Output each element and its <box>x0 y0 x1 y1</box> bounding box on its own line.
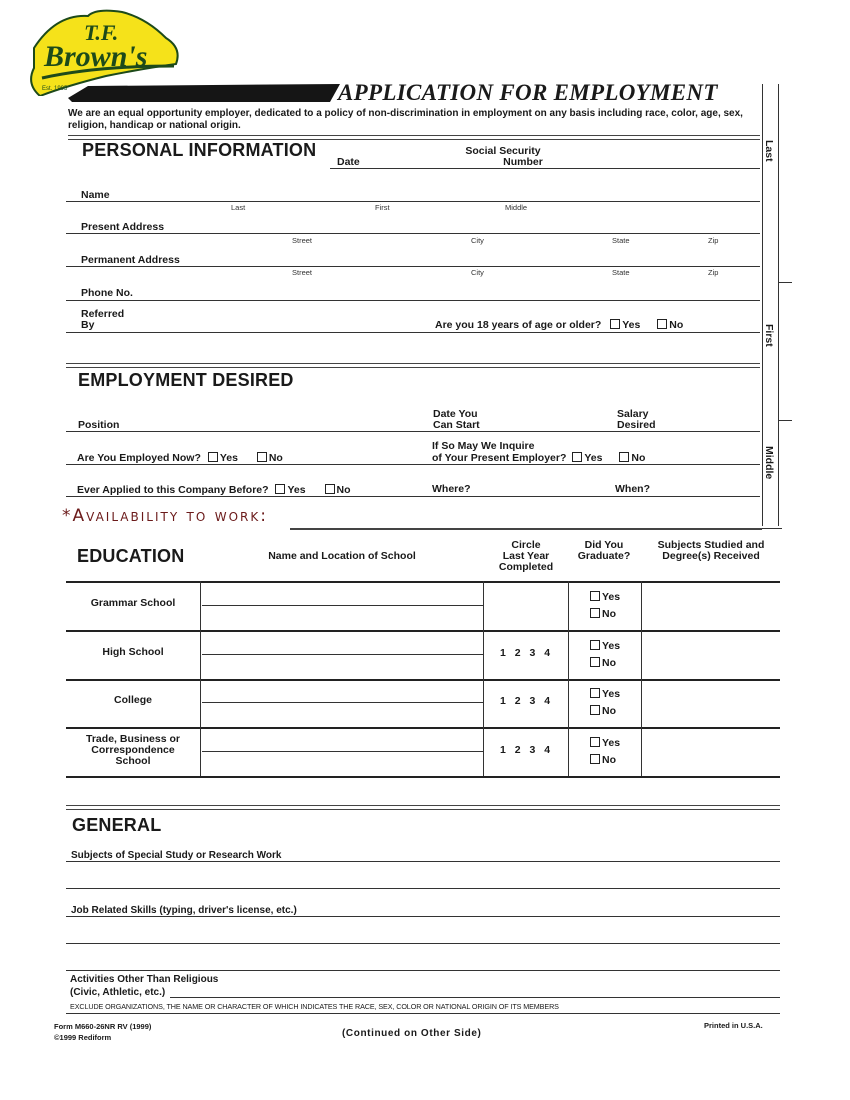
employment-divider <box>66 363 760 368</box>
permanent-sub-city: City <box>471 268 484 277</box>
name-sub-middle: Middle <box>505 203 528 212</box>
referred-by-field[interactable] <box>66 332 760 333</box>
present-sub-city: City <box>471 236 484 245</box>
yes-label: Yes <box>602 688 621 700</box>
trade-graduate <box>590 735 620 769</box>
employed-row-line <box>66 464 760 465</box>
side-tab-label-first: First <box>763 324 775 347</box>
skills-field[interactable] <box>66 916 780 917</box>
general-bottom-line <box>66 1013 780 1014</box>
permanent-sub-zip: Zip <box>708 268 719 277</box>
inquire-question-text: of Your Present Employer? <box>432 452 567 464</box>
col-graduate-header: Did You Graduate? <box>577 539 631 562</box>
grammar-yes-checkbox[interactable] <box>590 589 620 606</box>
checkbox-icon <box>590 705 600 715</box>
logo-tagline: Est. 1995 <box>42 86 68 92</box>
yes-label: Yes <box>602 640 621 652</box>
col-subjects-header: Subjects Studied and Degree(s) Received <box>657 539 765 562</box>
present-sub-street: Street <box>292 236 313 245</box>
present-address-field[interactable] <box>66 233 760 234</box>
no-label: No <box>602 657 616 669</box>
trade-yes-checkbox[interactable] <box>590 735 620 752</box>
employed-now-question <box>77 452 283 464</box>
general-divider <box>66 805 780 810</box>
general-heading: GENERAL <box>72 815 162 835</box>
no-label: No <box>631 452 646 464</box>
checkbox-icon <box>208 452 218 462</box>
yes-label: Yes <box>622 319 641 331</box>
name-label: Name <box>81 189 110 201</box>
applied-question-text: Ever Applied to this Company Before? <box>77 484 269 496</box>
continued-note: (Continued on Other Side) <box>342 1028 482 1039</box>
edu-col-divider <box>641 581 642 776</box>
date-label: Date <box>337 156 360 168</box>
title-bar-decoration <box>68 84 340 102</box>
no-label: No <box>602 754 616 766</box>
checkbox-icon <box>590 737 600 747</box>
special-study-field-2[interactable] <box>66 888 780 889</box>
yes-label: Yes <box>602 591 621 603</box>
skills-label: Job Related Skills (typing, driver's license, etc.) <box>71 905 297 916</box>
edu-row-trade-label: Trade, Business or Correspondence School <box>86 733 180 767</box>
edu-row-divider <box>66 679 780 681</box>
yes-label: Yes <box>584 452 603 464</box>
no-label: No <box>669 319 684 331</box>
employed-yes-checkbox[interactable] <box>208 452 238 464</box>
grammar-school-field[interactable] <box>202 605 483 606</box>
special-study-field[interactable] <box>66 861 780 862</box>
ssn-label: Social Security Number <box>465 145 543 168</box>
checkbox-icon <box>590 657 600 667</box>
company-logo <box>26 8 182 96</box>
edu-row-divider <box>66 630 780 632</box>
high-school-yes-checkbox[interactable] <box>590 638 620 655</box>
name-sub-last: Last <box>231 203 246 212</box>
logo-name: Brown's <box>44 40 148 73</box>
employment-heading: EMPLOYMENT DESIRED <box>78 370 294 390</box>
availability-field[interactable] <box>290 528 762 530</box>
checkbox-icon <box>610 319 620 329</box>
present-sub-zip: Zip <box>708 236 719 245</box>
grammar-no-checkbox[interactable] <box>590 606 620 623</box>
activities-field[interactable] <box>170 997 780 998</box>
permanent-sub-street: Street <box>292 268 313 277</box>
college-years[interactable]: 1 2 3 4 <box>500 695 551 707</box>
name-sub-first: First <box>375 203 390 212</box>
start-date-label: Date You Can Start <box>433 408 480 431</box>
applied-no-checkbox[interactable] <box>325 484 351 496</box>
personal-info-heading: PERSONAL INFORMATION <box>82 140 317 160</box>
college-no-checkbox[interactable] <box>590 703 620 720</box>
present-address-label: Present Address <box>81 221 165 233</box>
high-school-graduate <box>590 638 620 672</box>
side-tab-line-outer <box>778 84 779 526</box>
education-heading: EDUCATION <box>77 546 185 566</box>
form-info <box>54 1021 151 1043</box>
checkbox-icon <box>619 452 629 462</box>
handwritten-availability-note: *Availability to work: <box>62 506 268 526</box>
no-label: No <box>602 705 616 717</box>
when-label: When? <box>615 483 650 495</box>
referred-by-label: Referred By <box>81 308 125 331</box>
printed-in: Printed in U.S.A. <box>704 1021 763 1030</box>
where-label: Where? <box>432 483 471 495</box>
yes-label: Yes <box>219 452 238 464</box>
trade-no-checkbox[interactable] <box>590 752 620 769</box>
col-school-header: Name and Location of School <box>268 550 416 562</box>
age-no-checkbox[interactable] <box>657 319 683 331</box>
employed-question-text: Are You Employed Now? <box>77 452 201 464</box>
edu-row-college-label: College <box>114 694 152 706</box>
activities-label: Activities Other Than Religious (Civic, Athletic, etc.) <box>70 974 219 998</box>
page-title: APPLICATION FOR EMPLOYMENT <box>338 80 718 105</box>
present-sub-state: State <box>612 236 630 245</box>
no-label: No <box>602 608 616 620</box>
age-yes-checkbox[interactable] <box>610 319 640 331</box>
edu-table-top <box>66 581 780 583</box>
inquire-question: If So May We Inquire of Your Present Employer? Yes No <box>432 440 646 464</box>
no-label: No <box>336 484 351 496</box>
special-study-label: Subjects of Special Study or Research Work <box>71 850 282 861</box>
edu-table-bottom <box>66 776 780 778</box>
position-label: Position <box>78 419 120 431</box>
side-tab-label-last: Last <box>763 140 775 162</box>
applied-yes-checkbox[interactable] <box>275 484 305 496</box>
applied-row-line <box>66 496 760 497</box>
position-field[interactable] <box>66 431 760 432</box>
trade-school-field[interactable] <box>202 751 483 752</box>
inquire-yes-checkbox[interactable] <box>572 452 602 464</box>
high-school-no-checkbox[interactable] <box>590 655 620 672</box>
checkbox-icon <box>590 688 600 698</box>
permanent-address-field[interactable] <box>66 266 760 267</box>
edu-row-high-school-label: High School <box>102 646 164 658</box>
grammar-graduate <box>590 589 620 623</box>
age-question-text: Are you 18 years of age or older? <box>435 319 602 331</box>
checkbox-icon <box>590 608 600 618</box>
checkbox-icon <box>572 452 582 462</box>
logo-initials: T.F. <box>84 20 119 45</box>
skills-field-2[interactable] <box>66 943 780 944</box>
col-year-header: Circle Last Year Completed <box>498 539 554 573</box>
phone-field[interactable] <box>66 300 760 301</box>
checkbox-icon <box>590 591 600 601</box>
side-tab-label-middle: Middle <box>763 446 775 480</box>
high-school-field[interactable] <box>202 654 483 655</box>
phone-label: Phone No. <box>81 287 133 299</box>
trade-years[interactable]: 1 2 3 4 <box>500 744 551 756</box>
side-tab-tick <box>778 420 792 421</box>
side-tab-tick <box>778 282 792 283</box>
college-graduate <box>590 686 620 720</box>
side-tab-bottom <box>760 528 782 529</box>
checkbox-icon <box>657 319 667 329</box>
inquire-no-checkbox[interactable] <box>619 452 645 464</box>
employed-no-checkbox[interactable] <box>257 452 283 464</box>
edu-row-grammar-label: Grammar School <box>90 597 176 609</box>
checkbox-icon <box>257 452 267 462</box>
skills-field-3[interactable] <box>66 970 780 971</box>
checkbox-icon <box>325 484 335 494</box>
eeo-statement: We are an equal opportunity employer, dedicated to a policy of non-discrimination in employment on any basis including race, color, age, sex, religion, handicap or national origin. <box>68 108 743 131</box>
college-field[interactable] <box>202 702 483 703</box>
checkbox-icon <box>275 484 285 494</box>
permanent-sub-state: State <box>612 268 630 277</box>
form-number: Form M660-26NR RV (1999) <box>54 1022 152 1031</box>
edu-col-divider <box>568 581 569 776</box>
name-field[interactable] <box>66 201 760 202</box>
no-label: No <box>268 452 283 464</box>
applied-before-question <box>77 484 351 496</box>
permanent-address-label: Permanent Address <box>81 254 180 266</box>
high-school-years[interactable]: 1 2 3 4 <box>500 647 551 659</box>
college-yes-checkbox[interactable] <box>590 686 620 703</box>
checkbox-icon <box>590 754 600 764</box>
exclude-note: EXCLUDE ORGANIZATIONS, THE NAME OR CHARACTER OF WHICH INDICATES THE RACE, SEX, COLOR OR NATIONAL ORIGIN OF ITS MEMBERS <box>70 1002 559 1011</box>
salary-label: Salary Desired <box>617 408 656 431</box>
date-ssn-field[interactable] <box>330 168 760 169</box>
yes-label: Yes <box>287 484 306 496</box>
edu-col-divider <box>200 581 201 776</box>
copyright: ©1999 Rediform <box>54 1033 112 1042</box>
age-question <box>435 319 683 331</box>
checkbox-icon <box>590 640 600 650</box>
edu-col-divider <box>483 581 484 776</box>
edu-row-divider <box>66 727 780 729</box>
yes-label: Yes <box>602 737 621 749</box>
